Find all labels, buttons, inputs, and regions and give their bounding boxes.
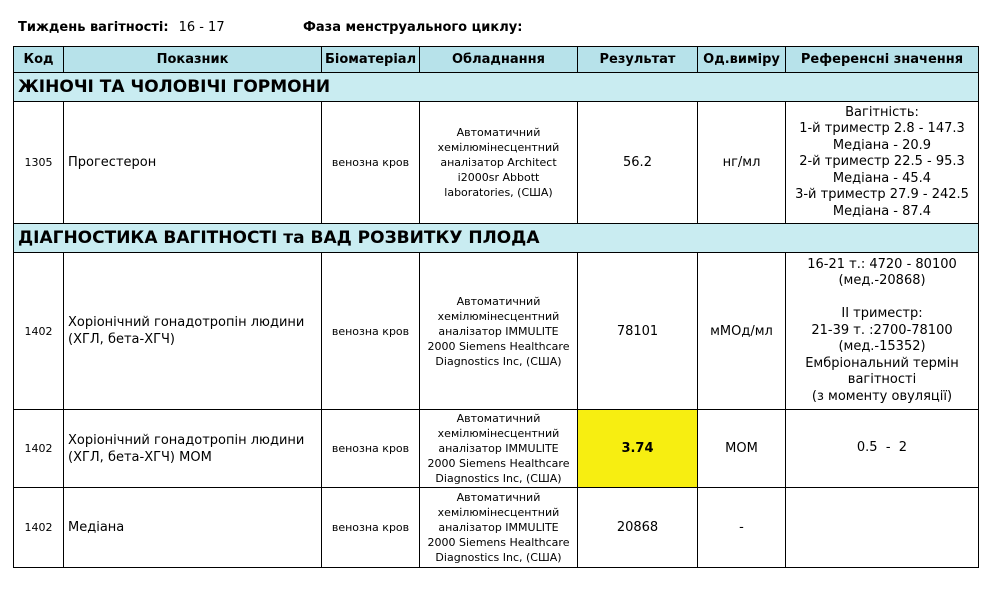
row-code: 1305 xyxy=(14,102,64,224)
table-row xyxy=(14,410,979,488)
row-indicator: Прогестерон xyxy=(64,102,322,224)
row-result: 56.2 xyxy=(578,102,698,224)
row-reference: Вагітність: 1-й триместр 2.8 - 147.3 Медіана - 20.9 2-й триместр 22.5 - 95.3 Медіана - 45.4 3-й триместр 27.9 - 242.5 Медіана - 87.4 xyxy=(786,102,979,224)
row-equipment: Автоматичний хемілюмінесцентний аналізатор IMMULITE 2000 Siemens Healthcare Diagnostics Inc, (США) xyxy=(420,410,578,488)
col-header-result: Результат xyxy=(578,47,698,73)
table-row xyxy=(14,102,979,224)
section-title: ЖІНОЧІ ТА ЧОЛОВІЧІ ГОРМОНИ xyxy=(14,73,979,102)
row-unit: - xyxy=(698,488,786,568)
row-biomaterial: венозна кров xyxy=(322,253,420,410)
section-title: ДІАГНОСТИКА ВАГІТНОСТІ та ВАД РОЗВИТКУ ПЛОДА xyxy=(14,224,979,253)
row-code: 1402 xyxy=(14,253,64,410)
row-indicator: Хоріонічний гонадотропін людини (ХГЛ, бета-ХГЧ) МОМ xyxy=(64,410,322,488)
table-row xyxy=(14,488,979,568)
col-header-biomaterial: Біоматеріал xyxy=(322,47,420,73)
section-header xyxy=(14,73,979,102)
row-result-flagged: 3.74 xyxy=(578,410,698,488)
row-indicator: Хоріонічний гонадотропін людини (ХГЛ, бета-ХГЧ) xyxy=(64,253,322,410)
section-header xyxy=(14,224,979,253)
row-unit: мМОд/мл xyxy=(698,253,786,410)
row-biomaterial: венозна кров xyxy=(322,410,420,488)
row-biomaterial: венозна кров xyxy=(322,488,420,568)
row-result: 78101 xyxy=(578,253,698,410)
row-code: 1402 xyxy=(14,488,64,568)
row-equipment: Автоматичний хемілюмінесцентний аналізатор IMMULITE 2000 Siemens Healthcare Diagnostics Inc, (США) xyxy=(420,253,578,410)
row-reference xyxy=(786,488,979,568)
col-header-reference: Референсні значення xyxy=(786,47,979,73)
row-biomaterial: венозна кров xyxy=(322,102,420,224)
table-row xyxy=(14,253,979,410)
report-header xyxy=(18,20,523,35)
col-header-unit: Од.виміру xyxy=(698,47,786,73)
row-unit: нг/мл xyxy=(698,102,786,224)
row-code: 1402 xyxy=(14,410,64,488)
col-header-code: Код xyxy=(14,47,64,73)
row-reference: 0.5 - 2 xyxy=(786,410,979,488)
phase-label: Фаза менструального циклу: xyxy=(303,20,523,35)
table-header-row xyxy=(14,47,979,73)
week-value: 16 - 17 xyxy=(178,20,225,35)
row-result: 20868 xyxy=(578,488,698,568)
col-header-indicator: Показник xyxy=(64,47,322,73)
col-header-equipment: Обладнання xyxy=(420,47,578,73)
week-label: Тиждень вагітності: xyxy=(18,20,169,35)
row-equipment: Автоматичний хемілюмінесцентний аналізатор IMMULITE 2000 Siemens Healthcare Diagnostics Inc, (США) xyxy=(420,488,578,568)
row-equipment: Автоматичний хемілюмінесцентний аналізатор Architect i2000sr Abbott laboratories, (США) xyxy=(420,102,578,224)
row-unit: МОМ xyxy=(698,410,786,488)
row-indicator: Медіана xyxy=(64,488,322,568)
row-reference: 16-21 т.: 4720 - 80100 (мед.-20868) II триместр: 21-39 т. :2700-78100 (мед.-15352) Ембріональний термін вагітності (з моменту овуляції) xyxy=(786,253,979,410)
results-table xyxy=(13,46,979,568)
